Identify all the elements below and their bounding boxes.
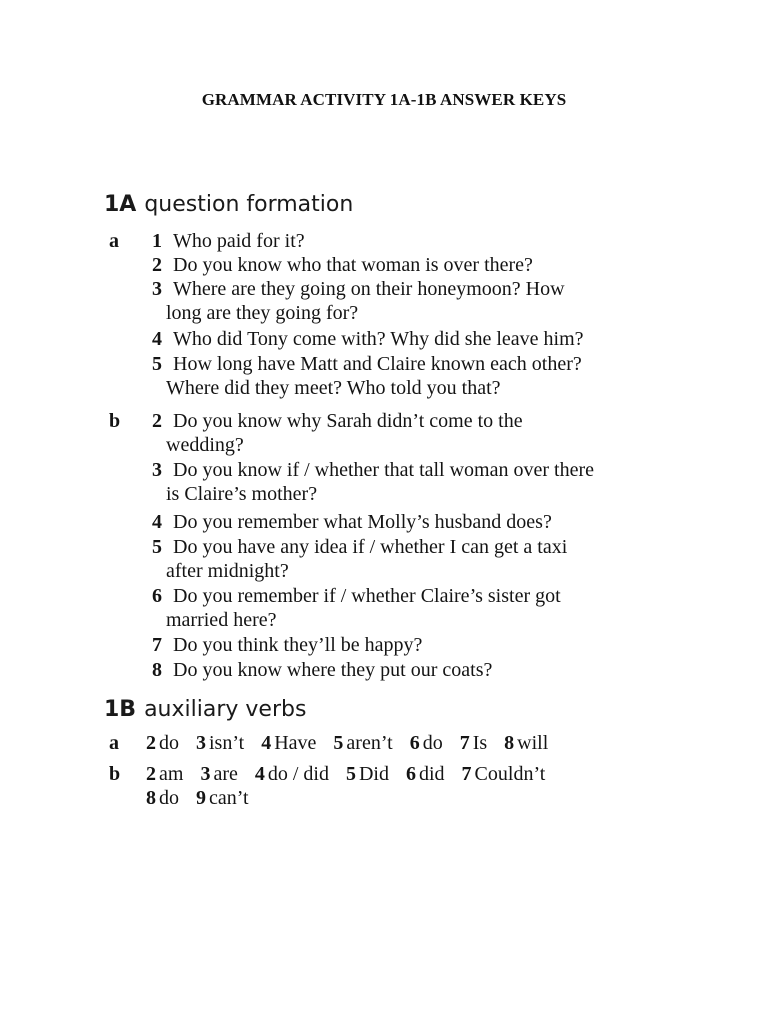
item-number: 6 xyxy=(152,585,162,607)
answer-1b-a-6: 6 do xyxy=(409,732,443,754)
answer-item-1a-a-2 xyxy=(152,253,712,277)
item-text: Do you think they’ll be happy? xyxy=(173,634,423,656)
item-number: 3 xyxy=(152,459,162,481)
answer-row-1b-a xyxy=(146,731,565,755)
answer-item-1a-b-2 xyxy=(152,409,712,457)
answer-1b-a-2: 2 do xyxy=(146,732,179,754)
item-text: Who did Tony come with? Why did she leave him? xyxy=(173,328,584,350)
answer-item-1a-b-8 xyxy=(152,658,712,682)
item-text: How long have Matt and Claire known each other? xyxy=(173,353,582,375)
answer-row-1b-b-line2 xyxy=(146,786,266,810)
answer-1b-b-9: 9 can’t xyxy=(196,787,249,809)
item-text: Do you know who that woman is over there? xyxy=(173,254,533,276)
answer-item-1a-b-6 xyxy=(152,584,712,632)
answer-1b-b-7: 7 Couldn’t xyxy=(461,763,546,785)
section-name: question formation xyxy=(144,192,354,217)
section-heading-1b xyxy=(104,697,306,722)
answer-item-1a-b-7 xyxy=(152,633,712,657)
answer-row-1b-b-line1 xyxy=(146,762,562,786)
item-number: 2 xyxy=(152,410,162,432)
section-name: auxiliary verbs xyxy=(144,697,307,722)
part-letter-1b-b: b xyxy=(109,763,121,785)
answer-1b-b-4: 4 do / did xyxy=(254,763,329,785)
item-text-continued: wedding? xyxy=(166,434,244,456)
answer-item-1a-b-4 xyxy=(152,510,712,534)
item-text-continued: married here? xyxy=(166,609,277,631)
answer-1b-b-3: 3 are xyxy=(200,763,238,785)
item-text-continued: is Claire’s mother? xyxy=(166,483,318,505)
answer-item-1a-a-5 xyxy=(152,352,712,400)
item-text: Do you know why Sarah didn’t come to the xyxy=(173,410,523,432)
item-number: 4 xyxy=(152,511,162,533)
item-number: 3 xyxy=(152,278,162,300)
item-number: 2 xyxy=(152,254,162,276)
document-title: GRAMMAR ACTIVITY 1A-1B ANSWER KEYS xyxy=(201,90,567,109)
item-number: 5 xyxy=(152,536,162,558)
item-number: 4 xyxy=(152,328,162,350)
answer-1b-a-7: 7 Is xyxy=(459,732,488,754)
answer-1b-b-6: 6 did xyxy=(405,763,445,785)
answer-1b-a-5: 5 aren’t xyxy=(333,732,393,754)
answer-1b-a-3: 3 isn’t xyxy=(196,732,245,754)
item-text-continued: after midnight? xyxy=(166,560,289,582)
answer-item-1a-a-4 xyxy=(152,327,712,351)
item-text-continued: Where did they meet? Who told you that? xyxy=(166,377,501,399)
part-letter-1b-a: a xyxy=(109,732,119,754)
part-letter-1a-a: a xyxy=(109,230,119,252)
item-text: Do you remember what Molly’s husband does? xyxy=(173,511,552,533)
answer-item-1a-b-3 xyxy=(152,458,712,506)
answer-item-1a-a-3 xyxy=(152,277,712,325)
item-text-continued: long are they going for? xyxy=(166,302,359,324)
item-text: Where are they going on their honeymoon? How xyxy=(173,278,565,300)
item-text: Do you know if / whether that tall woman over there xyxy=(173,459,594,481)
part-letter-1a-b: b xyxy=(109,410,121,432)
item-number: 1 xyxy=(152,230,162,252)
item-text: Do you have any idea if / whether I can get a taxi xyxy=(173,536,568,558)
section-code: 1A xyxy=(104,192,137,217)
answer-1b-a-4: 4 Have xyxy=(261,732,317,754)
item-text: Do you know where they put our coats? xyxy=(173,659,493,681)
answer-1b-a-8: 8 will xyxy=(504,732,549,754)
answer-item-1a-a-1 xyxy=(152,229,712,253)
item-text: Do you remember if / whether Claire’s sister got xyxy=(173,585,561,607)
answer-item-1a-b-5 xyxy=(152,535,712,583)
section-heading-1a xyxy=(104,192,353,217)
item-number: 5 xyxy=(152,353,162,375)
answer-1b-b-5: 5 Did xyxy=(345,763,389,785)
item-number: 7 xyxy=(152,634,162,656)
answer-1b-b-8: 8 do xyxy=(146,787,179,809)
answer-1b-b-2: 2 am xyxy=(146,763,184,785)
item-number: 8 xyxy=(152,659,162,681)
item-text: Who paid for it? xyxy=(173,230,305,252)
section-code: 1B xyxy=(104,697,137,722)
